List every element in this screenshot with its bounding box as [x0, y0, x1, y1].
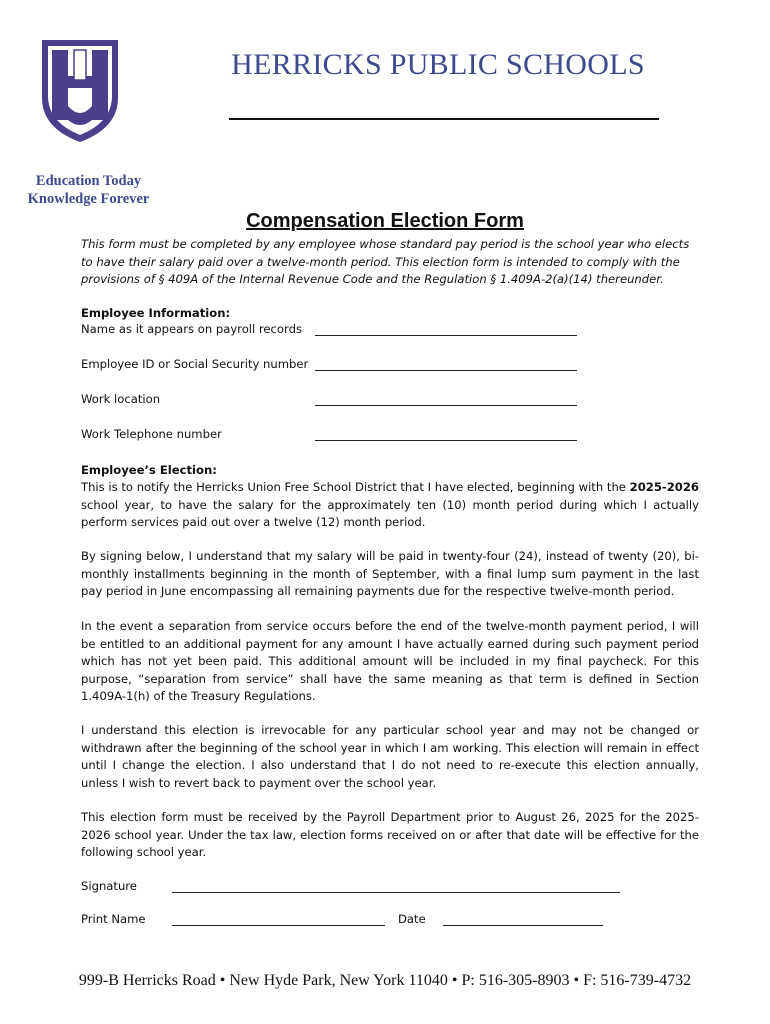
id-field-label: Employee ID or Social Security number — [81, 357, 309, 371]
motto-line-2: Knowledge Forever — [27, 191, 150, 207]
signature-line[interactable] — [172, 892, 620, 893]
signing-paragraph: By signing below, I understand that my salary will be paid in twenty-four (24), instead of twenty (20), bi-monthly installments beginning in the month of September, with a final lump sum payment in the last pay period in June encompassing all remaining payments due for the respective twelve-month period. — [81, 549, 699, 598]
motto-line-1: Education Today — [35, 173, 142, 189]
form-title: Compensation Election Form — [246, 210, 524, 232]
motto — [16, 172, 161, 208]
footer-address: 999-B Herricks Road • New Hyde Park, New York 11040 • P: 516-305-8903 • F: 516-739-4732 — [78, 972, 692, 989]
phone-field-row — [81, 427, 701, 445]
phone-field-line[interactable] — [315, 440, 577, 441]
location-field-line[interactable] — [315, 405, 577, 406]
location-field-label: Work location — [81, 392, 161, 406]
election-text-before: This is to notify the Herricks Union Free School District that I have elected, beginning with the — [81, 480, 630, 494]
election-heading: Employee’s Election: — [81, 463, 217, 477]
school-logo — [38, 36, 122, 144]
print-name-line[interactable] — [172, 925, 385, 926]
id-field-row — [81, 357, 701, 375]
election-year: 2025-2026 — [629, 480, 699, 494]
school-name: HERRICKS PUBLIC SCHOOLS — [231, 48, 645, 81]
phone-field-label: Work Telephone number — [81, 427, 222, 441]
print-name-label: Print Name — [81, 912, 146, 926]
separation-paragraph: In the event a separation from service occurs before the end of the twelve-month payment period, I will be entitled to an additional payment for any amount I have actually earned during such payment period which has not yet been paid. This additional amount will be included in my final paycheck. For this purpose, “separation from service” shall have the same meaning as that term is defined in Section 1.409A-1(h) of the Treasury Regulations. — [81, 619, 699, 703]
date-label: Date — [398, 912, 426, 926]
id-field-line[interactable] — [315, 370, 577, 371]
header-rule — [229, 118, 659, 120]
name-field-line[interactable] — [315, 335, 577, 336]
employee-info-heading: Employee Information: — [81, 306, 231, 320]
irrevocable-paragraph: I understand this election is irrevocable for any particular school year and may not be changed or withdrawn after the beginning of the school year in which I am working. This election will remain in effect until I change the election. I also understand that I do not need to re-execute this election annually, unless I wish to revert back to payment over the school year. — [81, 723, 699, 790]
name-field-row — [81, 322, 701, 340]
name-field-label: Name as it appears on payroll records — [81, 322, 302, 336]
intro-text: This form must be completed by any employee whose standard pay period is the school year who elects to have their salary paid over a twelve-month period. This election form is intended to comply with the provisions of § 409A of the Internal Revenue Code and the Regulation § 1.409A-2(a)(14) thereunder. — [81, 237, 690, 286]
deadline-paragraph: This election form must be received by the Payroll Department prior to August 26, 2025 for the 2025-2026 school year. Under the tax law, election forms received on or after that date will be effective for the following school year. — [81, 810, 699, 859]
election-paragraph — [81, 479, 699, 532]
location-field-row — [81, 392, 701, 410]
election-text-after: school year, to have the salary for the approximately ten (10) month period during which I actually perform services paid out over a twelve (12) month period. — [81, 497, 699, 529]
date-line[interactable] — [443, 925, 603, 926]
signature-label: Signature — [81, 879, 137, 893]
